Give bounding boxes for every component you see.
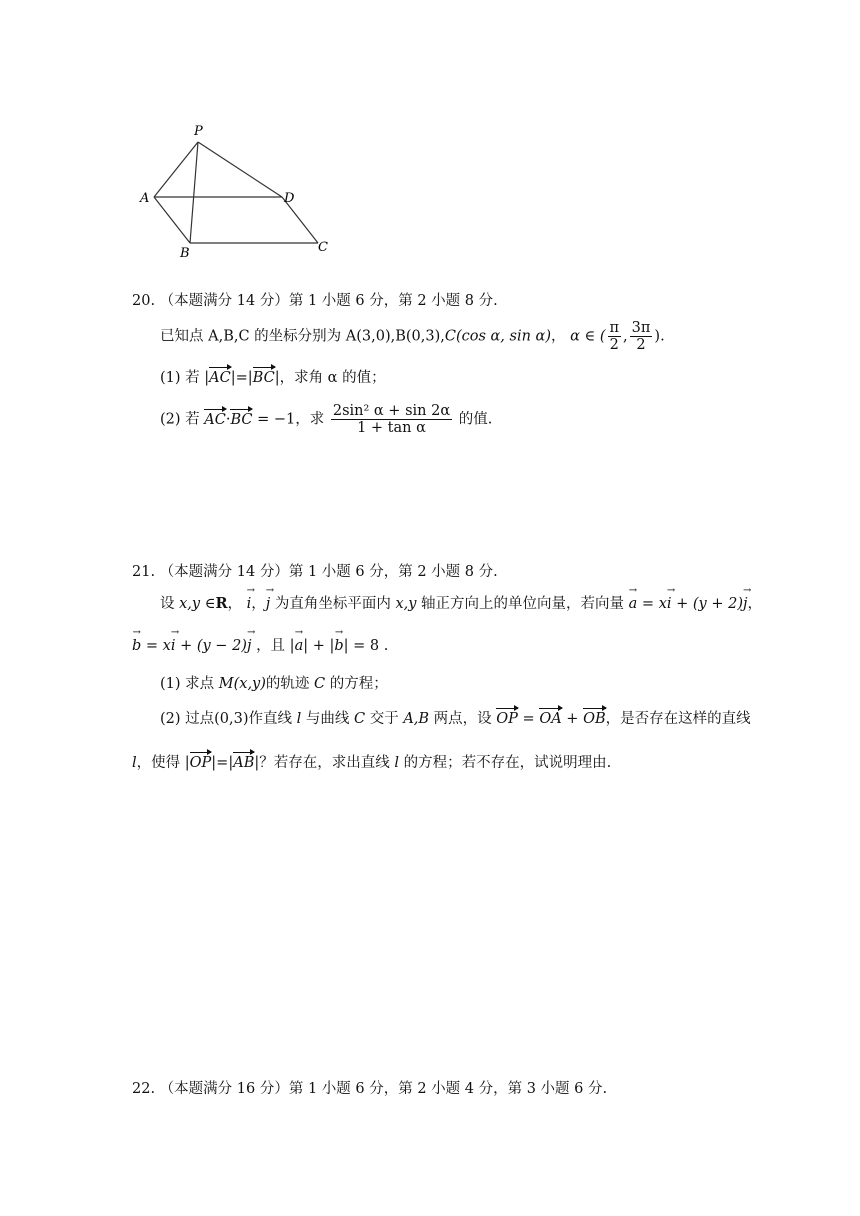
label-D: D [284,191,295,206]
q21-line1: 设 x,y ∈R， i →，j → 为直角坐标平面内 x,y 轴正方向上的单位向量，若向量 a → = xi → + (y + 2)j →， [160,592,762,613]
edge-PD [198,142,282,197]
label-C: C [318,240,328,255]
label-A: A [140,191,150,206]
label-P: P [194,124,203,139]
q21-part2: (2) 过点(0,3)作直线 l 与曲线 C 交于 A,B 两点，设 OP = OA + OB，是否存在这样的直线 [160,711,751,727]
q20-header: 20. （本题满分 14 分）第 1 小题 6 分，第 2 小题 8 分. [132,293,498,309]
q21-line2: b → = xi → + (y − 2)j → ，且 |a →| + |b →| = 8 . [132,634,388,655]
geometry-figure [130,115,350,265]
q20-part1: (1) 若 |AC|=|BC|，求角 α 的值； [160,370,386,386]
q21-part1: (1) 求点 M(x,y)的轨迹 C 的方程； [160,676,388,692]
label-B: B [180,246,190,261]
edge-PA [154,142,198,197]
q21-part2-cont: l，使得 |OP|=|AB|？若存在，求出直线 l 的方程；若不存在，试说明理由. [132,755,612,771]
q20-stem: 已知点 A,B,C 的坐标分别为 A(3,0),B(0,3),C(cos α, sin α)， α ∈ ( $\frac{\pi}{2}$ , $\frac{3\pi}{2}$ ). [160,320,665,353]
q22-header: 22. （本题满分 16 分）第 1 小题 6 分，第 2 小题 4 分，第 3 小题 6 分. [132,1081,608,1097]
q20-part2: (2) 若 AC·BC = −1，求 $\frac{\text{2sin² α + sin 2α}}{\text{1 + tan α}}$ 的值. [160,403,493,436]
edge-AB [154,197,190,243]
edge-PB [190,142,198,243]
q21-header: 21. （本题满分 14 分）第 1 小题 6 分，第 2 小题 8 分. [132,564,498,580]
